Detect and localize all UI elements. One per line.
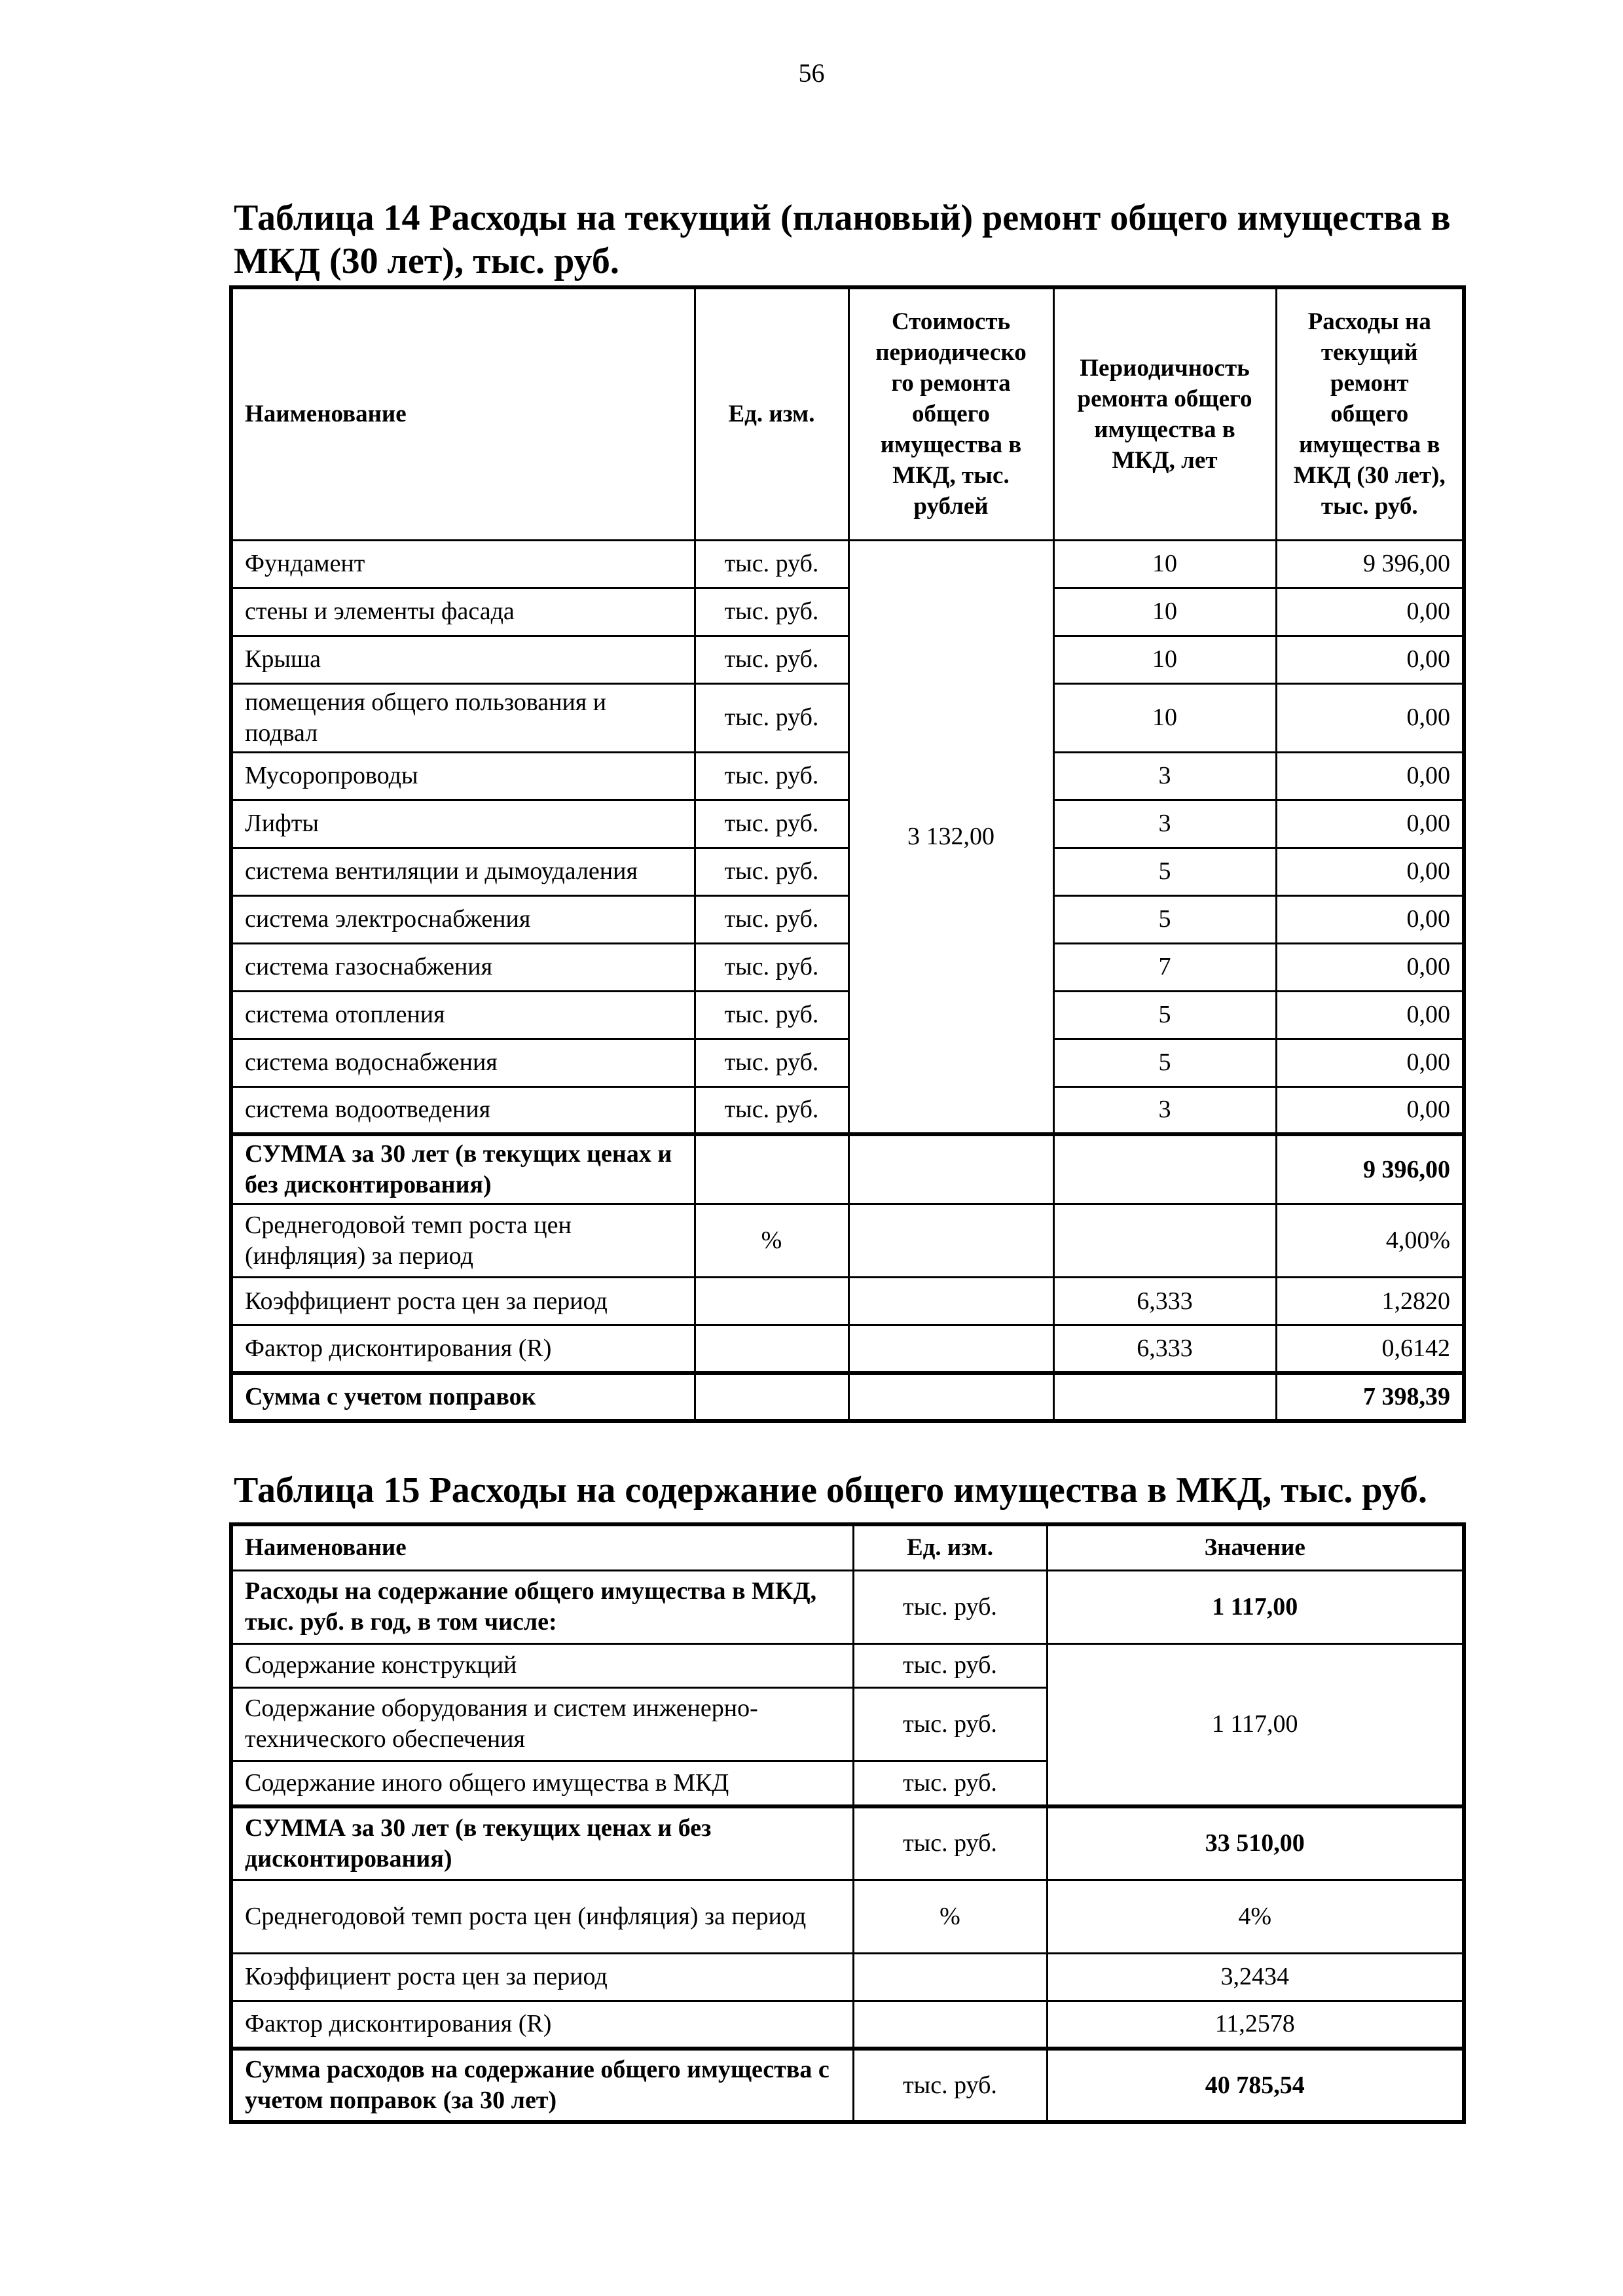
row-name: помещения общего пользования и подвал [231, 683, 695, 752]
sum-unit: тыс. руб. [853, 1806, 1047, 1880]
row-period: 5 [1053, 895, 1276, 943]
row-name: стены и элементы фасада [231, 588, 695, 636]
empty-cell [695, 1325, 848, 1373]
header-cost: Стоимость периодическо го ремонта общего имущества в МКД, тыс. рублей [848, 287, 1053, 540]
total-value: 7 398,39 [1276, 1373, 1464, 1421]
row-period: 3 [1053, 800, 1276, 848]
empty-cell [848, 1278, 1053, 1325]
row-period: 5 [1053, 991, 1276, 1039]
empty-cell [695, 1373, 848, 1421]
growth-value: 1,2820 [1276, 1278, 1464, 1325]
empty-cell [848, 1373, 1053, 1421]
table-14-title: Таблица 14 Расходы на текущий (плановый) ремонт общего имущества в МКД (30 лет), тыс. руб. [234, 198, 1451, 281]
row-value: 0,00 [1276, 1086, 1464, 1134]
table-15 [229, 1522, 1466, 2124]
discount-value: 11,2578 [1047, 2001, 1464, 2049]
header-name: Наименование [231, 1524, 853, 1570]
row-value: 0,00 [1276, 848, 1464, 895]
empty-cell [695, 1278, 848, 1325]
discount-value: 0,6142 [1276, 1325, 1464, 1373]
growth-label: Коэффициент роста цен за период [231, 1953, 853, 2001]
header-period: Периодичность ремонта общего имущества в МКД, лет [1053, 287, 1276, 540]
row-unit: тыс. руб. [695, 943, 848, 991]
inflation-unit: % [695, 1204, 848, 1278]
sub-row-unit: тыс. руб. [853, 1687, 1047, 1761]
sum-label: СУММА за 30 лет (в текущих ценах и без дисконтирования) [231, 1806, 853, 1880]
sum-value: 9 396,00 [1276, 1134, 1464, 1204]
empty-cell [1053, 1373, 1276, 1421]
row-unit: тыс. руб. [695, 683, 848, 752]
row-unit: тыс. руб. [695, 1039, 848, 1086]
sub-row-name: Содержание оборудования и систем инженерно-технического обеспечения [231, 1687, 853, 1761]
row-value: 0,00 [1276, 636, 1464, 683]
row-period: 5 [1053, 848, 1276, 895]
total-label: Сумма расходов на содержание общего имущества с учетом поправок (за 30 лет) [231, 2049, 853, 2122]
main-value: 1 117,00 [1047, 1570, 1464, 1643]
row-period: 3 [1053, 1086, 1276, 1134]
row-value: 9 396,00 [1276, 540, 1464, 588]
row-value: 0,00 [1276, 895, 1464, 943]
row-value: 0,00 [1276, 683, 1464, 752]
discount-label: Фактор дисконтирования (R) [231, 1325, 695, 1373]
page-number: 56 [798, 58, 825, 88]
empty-cell [1053, 1134, 1276, 1204]
growth-value: 3,2434 [1047, 1953, 1464, 2001]
merged-cost-cell: 3 132,00 [848, 540, 1053, 1134]
header-expenses: Расходы на текущий ремонт общего имущества в МКД (30 лет), тыс. руб. [1276, 287, 1464, 540]
row-period: 3 [1053, 752, 1276, 800]
total-value: 40 785,54 [1047, 2049, 1464, 2122]
header-name: Наименование [231, 287, 695, 540]
inflation-value: 4,00% [1276, 1204, 1464, 1278]
row-value: 0,00 [1276, 1039, 1464, 1086]
growth-label: Коэффициент роста цен за период [231, 1278, 695, 1325]
row-name: Лифты [231, 800, 695, 848]
row-unit: тыс. руб. [695, 752, 848, 800]
sub-value-merged: 1 117,00 [1047, 1643, 1464, 1806]
row-unit: тыс. руб. [695, 588, 848, 636]
row-period: 10 [1053, 683, 1276, 752]
inflation-label: Среднегодовой темп роста цен (инфляция) за период [231, 1880, 853, 1953]
row-unit: тыс. руб. [695, 540, 848, 588]
row-period: 10 [1053, 588, 1276, 636]
empty-cell [853, 1953, 1047, 2001]
row-name: система электроснабжения [231, 895, 695, 943]
row-period: 5 [1053, 1039, 1276, 1086]
header-unit: Ед. изм. [695, 287, 848, 540]
header-unit: Ед. изм. [853, 1524, 1047, 1570]
row-name: Фундамент [231, 540, 695, 588]
row-value: 0,00 [1276, 588, 1464, 636]
empty-cell [848, 1325, 1053, 1373]
row-name: система вентиляции и дымоудаления [231, 848, 695, 895]
row-name: система газоснабжения [231, 943, 695, 991]
row-value: 0,00 [1276, 800, 1464, 848]
row-value: 0,00 [1276, 943, 1464, 991]
total-unit: тыс. руб. [853, 2049, 1047, 2122]
empty-cell [848, 1134, 1053, 1204]
sub-row-unit: тыс. руб. [853, 1643, 1047, 1687]
row-name: система водоотведения [231, 1086, 695, 1134]
sub-row-unit: тыс. руб. [853, 1761, 1047, 1806]
sub-row-name: Содержание иного общего имущества в МКД [231, 1761, 853, 1806]
main-label: Расходы на содержание общего имущества в МКД, тыс. руб. в год, в том числе: [231, 1570, 853, 1643]
row-name: система водоснабжения [231, 1039, 695, 1086]
row-unit: тыс. руб. [695, 848, 848, 895]
row-period: 10 [1053, 540, 1276, 588]
empty-cell [695, 1134, 848, 1204]
row-value: 0,00 [1276, 752, 1464, 800]
sum-label: СУММА за 30 лет (в текущих ценах и без дисконтирования) [231, 1134, 695, 1204]
row-period: 10 [1053, 636, 1276, 683]
row-name: система отопления [231, 991, 695, 1039]
empty-cell [848, 1204, 1053, 1278]
row-unit: тыс. руб. [695, 800, 848, 848]
empty-cell [853, 2001, 1047, 2049]
row-value: 0,00 [1276, 991, 1464, 1039]
row-unit: тыс. руб. [695, 636, 848, 683]
row-name: Мусоропроводы [231, 752, 695, 800]
row-unit: тыс. руб. [695, 895, 848, 943]
discount-period: 6,333 [1053, 1325, 1276, 1373]
table-14 [229, 285, 1466, 1423]
inflation-value: 4% [1047, 1880, 1464, 1953]
row-unit: тыс. руб. [695, 991, 848, 1039]
sum-value: 33 510,00 [1047, 1806, 1464, 1880]
discount-label: Фактор дисконтирования (R) [231, 2001, 853, 2049]
total-label: Сумма с учетом поправок [231, 1373, 695, 1421]
inflation-label: Среднегодовой темп роста цен (инфляция) за период [231, 1204, 695, 1278]
empty-cell [1053, 1204, 1276, 1278]
growth-period: 6,333 [1053, 1278, 1276, 1325]
header-value: Значение [1047, 1524, 1464, 1570]
table-15-title: Таблица 15 Расходы на содержание общего имущества в МКД, тыс. руб. [234, 1470, 1427, 1511]
row-unit: тыс. руб. [695, 1086, 848, 1134]
row-name: Крыша [231, 636, 695, 683]
sub-row-name: Содержание конструкций [231, 1643, 853, 1687]
main-unit: тыс. руб. [853, 1570, 1047, 1643]
row-period: 7 [1053, 943, 1276, 991]
inflation-unit: % [853, 1880, 1047, 1953]
